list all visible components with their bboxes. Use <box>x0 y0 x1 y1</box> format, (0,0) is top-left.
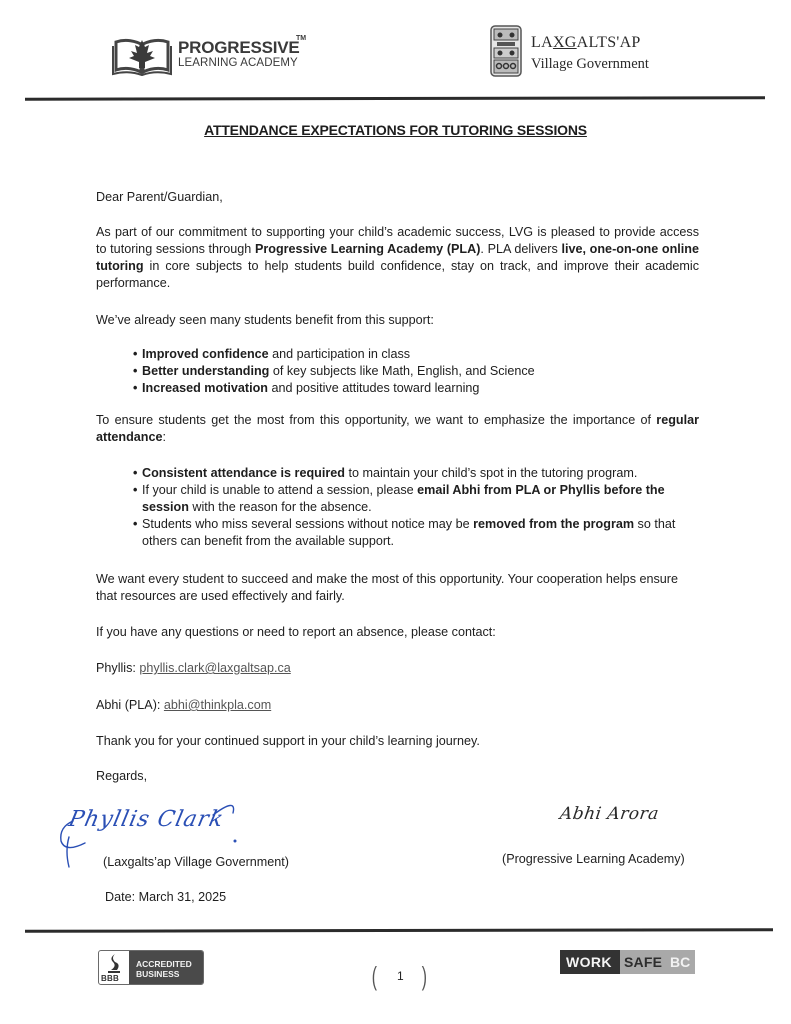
list-item <box>133 482 703 516</box>
document-date: Date: March 31, 2025 <box>105 890 227 904</box>
pla-logo-line1: PROGRESSIVE <box>178 38 300 57</box>
benefit-bold: Better understanding <box>142 364 270 378</box>
benefit-text: and positive attitudes toward learning <box>267 381 480 395</box>
benefit-bold: Improved confidence <box>142 347 269 361</box>
email-link[interactable]: abhi@thinkpla.com <box>163 698 272 712</box>
bbb-torch-panel <box>99 951 129 984</box>
contact-abhi <box>96 697 699 714</box>
worksafebc-logo <box>560 950 695 974</box>
benefits-lead: We’ve already seen many students benefit from this support: <box>96 313 434 327</box>
intro-text: As part of our commitment to supporting your child’s academic success, LVG is pleased to provide access to tutoring sessions through <box>96 225 699 256</box>
rule-text: to maintain your child’s spot in the tutoring program. <box>344 466 638 480</box>
lvg-name-underlined-part: XG <box>552 34 577 51</box>
list-item <box>133 380 713 397</box>
worksafe-word-bc: BC <box>670 954 691 970</box>
benefits-list <box>133 346 713 397</box>
intro-text: . PLA delivers <box>480 242 562 256</box>
rule-bold: email Abhi from PLA or Phyllis before the session <box>142 483 665 514</box>
worksafe-light-panel <box>620 950 695 974</box>
emphasis-text: To ensure students get the most from this opportunity, we want to emphasize the importance of <box>96 413 657 427</box>
list-item <box>133 363 713 380</box>
bbb-line2: BUSINESS <box>136 969 180 979</box>
intro-text: in core subjects to help students build confidence, stay on track, and improve their academic performance. <box>96 259 699 290</box>
contact-label: Abhi (PLA): <box>96 698 161 712</box>
right-bracket-icon: ) <box>421 961 427 991</box>
bbb-mark: BBB <box>101 974 119 983</box>
rule-text: If your child is unable to attend a session, please <box>142 483 418 497</box>
rule-text: so that others can benefit from the available support. <box>142 517 676 548</box>
list-item <box>133 516 703 550</box>
rule-bold: removed from the program <box>473 517 635 531</box>
trademark-mark: TM <box>296 35 307 42</box>
signatory-right-org: (Progressive Learning Academy) <box>502 852 685 866</box>
rule-text: with the reason for the absence. <box>188 500 372 514</box>
intro-bold-pla: Progressive Learning Academy (PLA) <box>254 242 481 256</box>
contact-phyllis <box>96 660 699 677</box>
regards-line: Regards, <box>96 769 148 783</box>
pla-logo-line2: LEARNING ACADEMY <box>178 57 298 69</box>
bbb-line1: ACCREDITED <box>136 959 192 969</box>
page-number-value: 1 <box>397 969 404 983</box>
worksafe-word-work: WORK <box>566 954 612 970</box>
list-item <box>133 465 703 482</box>
closing-paragraph: We want every student to succeed and make the most of this opportunity. Your cooperation helps ensure that resources are used effectively and fairly. <box>96 572 678 603</box>
worksafe-dark-panel <box>560 950 620 974</box>
totem-pole-icon <box>489 25 523 77</box>
benefit-bold: Increased motivation <box>142 381 268 395</box>
email-link[interactable]: phyllis.clark@laxgaltsap.ca <box>139 661 291 675</box>
lvg-logo-line2: Village Government <box>531 56 649 72</box>
lvg-logo-line1 <box>531 34 641 52</box>
list-item <box>133 346 713 363</box>
header-divider <box>25 96 765 101</box>
emphasis-paragraph <box>96 412 699 446</box>
rule-text: Students who miss several sessions without notice may be <box>142 517 474 531</box>
lvg-name-part: ALTS'AP <box>576 34 641 51</box>
page-title: ATTENDANCE EXPECTATIONS FOR TUTORING SESSIONS <box>204 122 587 138</box>
lvg-name-part: LA <box>531 34 553 51</box>
signatory-left-org: (Laxgalts’ap Village Government) <box>103 855 289 869</box>
benefit-text: and participation in class <box>268 347 411 361</box>
left-bracket-icon: ( <box>371 961 377 991</box>
emphasis-text: : <box>162 430 166 444</box>
thanks-line: Thank you for your continued support in your child’s learning journey. <box>96 734 480 748</box>
footer-divider <box>25 928 773 933</box>
phyllis-signature-text: Phyllis Clark <box>66 807 227 832</box>
bbb-torch-icon <box>99 952 129 974</box>
worksafe-word-safe: SAFE <box>624 954 663 970</box>
lvg-logo <box>489 25 669 77</box>
open-book-maple-leaf-icon <box>112 34 172 76</box>
rule-bold: Consistent attendance is required <box>142 466 345 480</box>
salutation: Dear Parent/Guardian, <box>96 190 223 204</box>
intro-bold-tutoring: live, one-on-one online tutoring <box>96 242 699 273</box>
rules-list <box>133 465 703 550</box>
contact-label: Phyllis: <box>96 661 136 675</box>
intro-paragraph <box>96 224 699 292</box>
bbb-label-panel <box>129 951 203 984</box>
benefit-text: of key subjects like Math, English, and Science <box>269 364 535 378</box>
page-number <box>370 961 432 991</box>
abhi-signature: Abhi Arora <box>558 804 661 824</box>
bbb-accredited-badge <box>98 950 204 985</box>
pla-logo <box>112 34 322 76</box>
contact-lead: If you have any questions or need to report an absence, please contact: <box>96 625 496 639</box>
emphasis-bold: regular attendance <box>96 413 699 444</box>
